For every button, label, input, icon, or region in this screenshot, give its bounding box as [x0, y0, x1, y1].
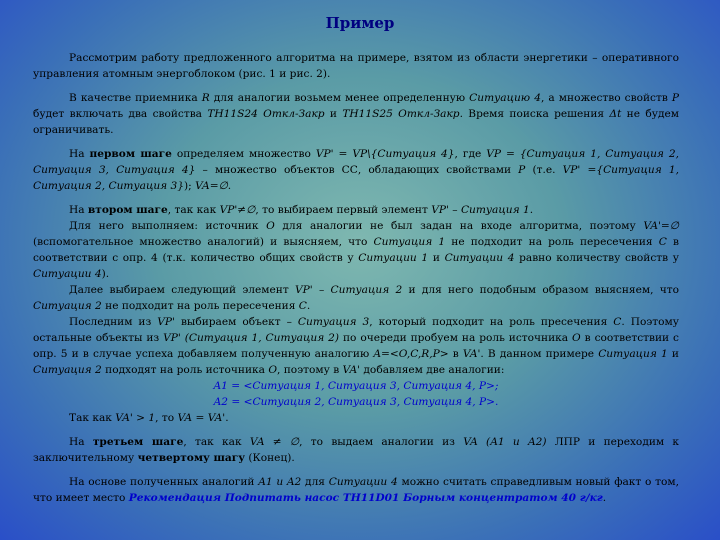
paragraph-step-2: На втором шаге, так как VP'≠∅, то выбираем первый элемент VP' – Ситуация 1.	[69, 204, 534, 216]
recommendation-text: Рекомендация Подпитать насос TH11D01 Борным концентратом 40 г/кг	[128, 492, 603, 504]
paragraph-next-element: Далее выбираем следующий элемент VP' – Ситуация 2 и для него подобным образом выясняем, что Ситуация 2 не подходит на роль пересечения C.	[33, 284, 680, 312]
paragraph-last-element: Последним из VP' выбираем объект – Ситуация 3, который подходит на роль пресечения C. Поэтому остальные объекты из VP' (Ситуация 1, Ситуация 2) по очереди пробуем на роль источника O в соответствии с опр. 5 и в случае успеха добавляем полученную аналогию A=<O,C,R,P> в VA'. В данном примере Ситуация 1 и Ситуация 2 подходят на роль источника O, поэтому в VA' добавляем две аналогии:	[33, 316, 679, 376]
analogy-a1: A1 = <Ситуация 1, Ситуация 3, Ситуация 4, P>;	[213, 380, 499, 392]
paragraph-step-2-detail: Для него выполняем: источник O для аналогии не был задан на входе алгоритма, поэтому VA'=∅ (вспомогательное множество аналогий) и выясняем, что Ситуация 1 не подходит на роль пересечения C в соответствии с опр. 4 (т.к. количество общих свойств у Ситуации 1 и Ситуации 4 равно количеству свойств у Ситуации 4).	[33, 220, 679, 280]
slide-title: Пример	[325, 14, 395, 32]
paragraph-condition: Так как VA' > 1, то VA = VA'.	[69, 412, 229, 424]
analogy-a2: A2 = <Ситуация 2, Ситуация 3, Ситуация 4, P>.	[213, 396, 499, 408]
paragraph-step-3: На третьем шаге, так как VA ≠ ∅, то выдаем аналогии из VA (A1 и A2) ЛПР и переходим к заключительному четвертому шагу (Конец).	[33, 436, 680, 464]
slide-content	[33, 50, 679, 514]
paragraph-step-1: На первом шаге определяем множество VP' = VP\{Ситуация 4}, где VP = {Ситуация 1, Ситуация 2, Ситуация 3, Ситуация 4} – множество объектов СС, обладающих свойствами P (т.е. VP' ={Ситуация 1, Ситуация 2, Ситуация 3}); VA=∅.	[33, 148, 680, 192]
paragraph-receiver: В качестве приемника R для аналогии возьмем менее определенную Ситуацию 4, а множество свойств P будет включать два свойства TH11S24 Откл-Закр и TH11S25 Откл-Закр. Время поиска решения Δt не будем ограничивать.	[33, 92, 679, 136]
paragraph-intro: Рассмотрим работу предложенного алгоритма на примере, взятом из области энергетики – оперативного управления атомным энергоблоком (рис. 1 и рис. 2).	[33, 52, 679, 80]
paragraph-conclusion: На основе полученных аналогий A1 и A2 для Ситуации 4 можно считать справедливым новый факт о том, что имеет место Рекомендация Подпитать насос TH11D01 Борным концентратом 40 г/кг.	[33, 476, 680, 504]
